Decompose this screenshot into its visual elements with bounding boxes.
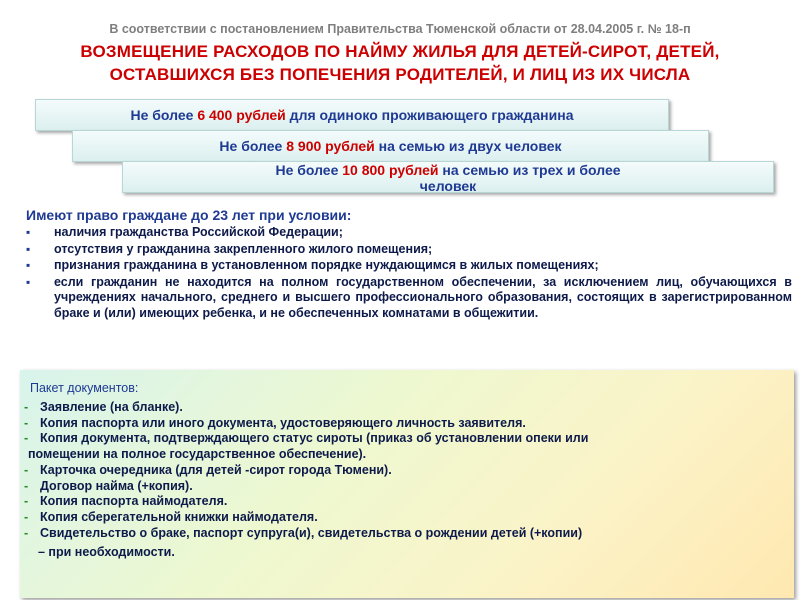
limit-line-2: человек [419, 178, 477, 194]
list-item [26, 242, 792, 258]
limit-suffix: на семью из трех и более [438, 162, 621, 178]
dash-bullet-icon: - [24, 400, 29, 414]
document-text: Копия сберегательной книжки наймодателя. [40, 509, 318, 524]
page-title [0, 40, 800, 86]
list-item [24, 510, 784, 526]
list-item [24, 463, 784, 479]
square-bullet-icon: ▪ [26, 258, 31, 272]
list-item [26, 258, 792, 274]
document-text: Свидетельство о браке, паспорт супруга(и), свидетельства о рождении детей (+копии) [40, 525, 583, 540]
conditions-heading: Имеют право граждане до 23 лет при условии: [26, 207, 352, 223]
limit-box-two-persons [72, 130, 709, 162]
eligibility-conditions [26, 207, 792, 322]
limit-suffix: на семью из двух человек [374, 138, 562, 154]
document-text: – при необходимости. [38, 545, 175, 560]
list-item [24, 416, 784, 432]
document-text: Договор найма (+копия). [40, 478, 193, 493]
dash-bullet-icon: - [24, 525, 29, 540]
limit-prefix: Не более [130, 107, 198, 123]
square-bullet-icon: ▪ [26, 225, 31, 239]
condition-text: отсутствия у гражданина закрепленного жилого помещения; [54, 241, 433, 256]
documents-note [24, 545, 784, 561]
dash-bullet-icon: - [24, 431, 29, 446]
condition-text: признания гражданина в установленном порядке нуждающимся в жилых помещениях; [54, 258, 599, 272]
page-title-line-2: ОСТАВШИХСЯ БЕЗ ПОПЕЧЕНИЯ РОДИТЕЛЕЙ, И ЛИЦ ИЗ ИХ ЧИСЛА [109, 65, 691, 84]
documents-list [24, 400, 784, 561]
limit-suffix: для одиноко проживающего гражданина [285, 107, 574, 123]
dash-bullet-icon: - [24, 478, 29, 493]
square-bullet-icon: ▪ [26, 274, 31, 289]
dash-bullet-icon: - [24, 462, 29, 477]
page-title-line-1: ВОЗМЕЩЕНИЕ РАСХОДОВ ПО НАЙМУ ЖИЛЬЯ ДЛЯ ДЕТЕЙ-СИРОТ, ДЕТЕЙ, [80, 42, 720, 61]
dash-bullet-icon: - [24, 509, 29, 524]
document-text: Копия паспорта наймодателя. [40, 494, 228, 509]
limit-box-single [35, 99, 669, 131]
list-item [24, 431, 784, 447]
documents-title: Пакет документов: [30, 381, 139, 395]
document-text: Копия документа, подтверждающего статус сироты (приказ об установлении опеки или [40, 431, 589, 446]
decree-reference: В соответствии с постановлением Правительства Тюменской области от 28.04.2005 г. № 18-п [109, 22, 691, 36]
limit-prefix: Не более [219, 138, 287, 154]
conditions-list [26, 225, 792, 321]
dash-bullet-icon: - [24, 494, 29, 509]
document-text: Копия паспорта или иного документа, удостоверяющего личность заявителя. [40, 415, 526, 430]
dash-bullet-icon: - [24, 415, 29, 430]
limit-prefix: Не более [275, 162, 343, 178]
limit-box-three-persons [122, 161, 774, 193]
document-text: Карточка очередника (для детей -сирот города Тюмени). [40, 462, 392, 477]
list-item-continuation [24, 447, 784, 463]
limit-line-1 [123, 162, 773, 178]
condition-text: если гражданин не находится на полном государственном обеспечении, за исключением лиц, обучающихся в учреждениях начального, среднего и высшего профессионального образования, состоящих в зарегистрированном браке и (или) имеющих ребенка, и не обеспеченных комнатами в общежитии. [54, 274, 792, 320]
limit-amount: 8 900 рублей [286, 138, 375, 154]
list-item [24, 494, 784, 510]
document-text: Заявление (на бланке). [40, 400, 183, 414]
square-bullet-icon: ▪ [26, 241, 31, 256]
limit-amount: 6 400 рублей [197, 107, 286, 123]
limit-amount: 10 800 рублей [342, 162, 439, 178]
list-item [24, 400, 784, 416]
list-item [26, 275, 792, 322]
list-item [24, 526, 784, 542]
condition-text: наличия гражданства Российской Федерации; [54, 225, 343, 239]
list-item [26, 225, 792, 241]
document-text: помещении на полное государственное обеспечение). [28, 447, 367, 462]
list-item [24, 479, 784, 495]
documents-panel [20, 370, 794, 598]
